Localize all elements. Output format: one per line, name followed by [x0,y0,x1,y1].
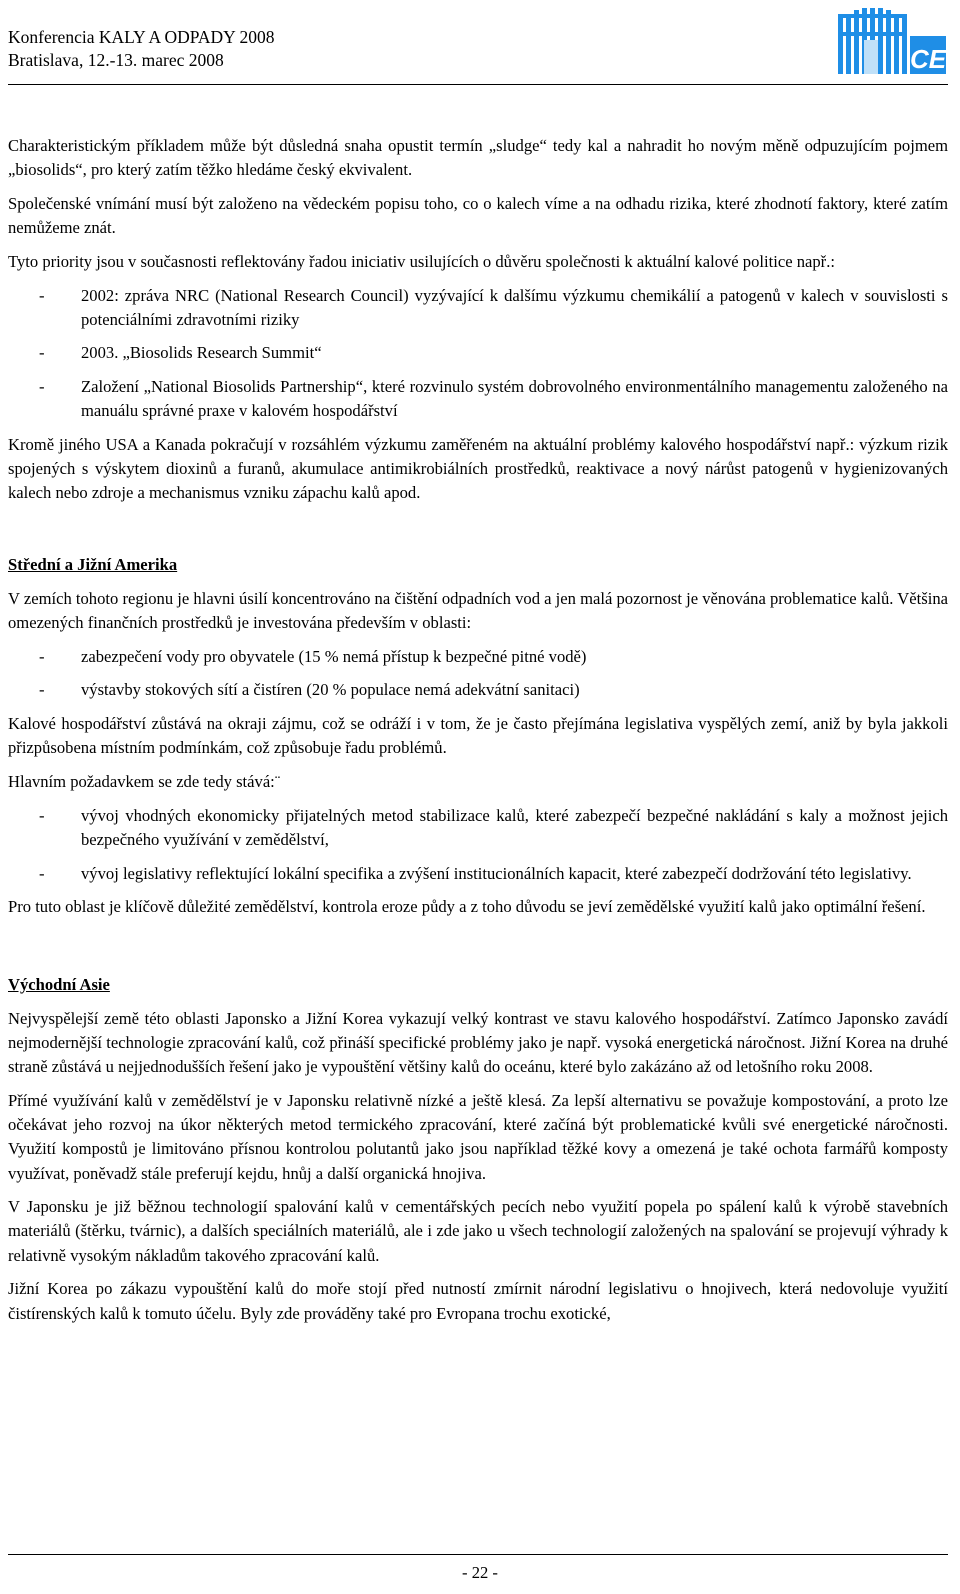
paragraph: Charakteristickým příkladem může být důsledná snaha opustit termín „sludge“ tedy kal a nahradit ho novým měně odpuzujícím pojmem „biosolids“, pro který zatím těžko hledáme český ekvivalent. [8,136,948,180]
list-dash: - [39,863,45,883]
list-dash: - [39,646,45,666]
header-divider [8,84,948,85]
paragraph: Hlavním požadavkem se zde tedy stává:¨ [8,772,281,792]
list-dash: - [39,285,45,305]
paragraph: Kalové hospodářství zůstává na okraji zájmu, což se odráží i v tom, že je často přejímána legislativa vyspělých zemí, aniž by byla jakkoli přizpůsobena místním podmínkám, což způsobuje řadu problémů. [8,714,948,758]
list-item [8,341,948,365]
ace-logo [836,6,948,76]
list-item-text: vývoj legislativy reflektující lokální specifika a zvýšení institucionálních kapacit, které zabezpečí dodržování této legislativy. [81,863,912,883]
section-heading-latam: Střední a Jižní Amerika [8,555,178,575]
paragraph: Nejvyspělejší země této oblasti Japonsko a Jižní Korea vykazují velký kontrast ve stavu kalového hospodářství. Zatímco Japonsko zavádí nejmodernější technologie zpracování kalů, což přináší specifické problémy jako je např. vysoká energetická náročnost. Jižní Korea na druhé straně zůstává u nejjednodušších řešení jako je vypouštění většiny kalů do oceánu, které bylo zakázáno až od letošního roku 2008. [8,1008,948,1077]
list-item-text: 2002: zpráva NRC (National Research Council) vyzývající k dalšímu výzkumu chemikálií a patogenů v kalech v souvislosti s potenciálními zdravotními riziky [81,285,948,329]
list-item-text: Založení „National Biosolids Partnership“, které rozvinulo systém dobrovolného environmentálního managementu založeného na manuálu správné praxe v kalovém hospodářství [81,377,948,421]
paragraph: V zemích tohoto regionu je hlavni úsilí koncentrováno na čištění odpadních vod a jen malá pozornost je věnována problematice kalů. Většina omezených finančních prostředků je investována především v oblasti: [8,588,948,633]
list-item-text: vývoj vhodných ekonomicky přijatelných metod stabilizace kalů, které zabezpečí bezpečné nakládání s kaly a možnost jejich bezpečného využívání v zemědělství, [81,805,948,849]
list-item [8,678,948,702]
svg-text:CE: CE [909,44,947,74]
document-body [8,134,948,1335]
list-item-text: 2003. „Biosolids Research Summit“ [81,343,322,363]
paragraph: Společenské vnímání musí být založeno na vědeckém popisu toho, co o kalech víme a na odhadu rizika, které zhodnotí faktory, které zatím nemůžeme znát. [8,193,948,238]
paragraph: Přímé využívání kalů v zemědělství je v Japonsku relativně nízké a ještě klesá. Za lepší alternativu se považuje kompostování, a proto lze očekávat jeho rozvoj na úkor některých metod termického zpracování, které začíná být problematické kvůli své energetické náročnosti. Využití kompostů je limitováno přísnou kontrolou polutantů jako jsou například těžké kovy a omezená je také ochota farmářů komposty využívat, poněvadž stále preferují kejdu, hnůj a další organická hnojiva. [8,1090,948,1183]
paragraph: Jižní Korea po zákazu vypouštění kalů do moře stojí před nutností zmírnit národní legislativu o hnojivech, která nedovoluje využití čistírenských kalů k tomuto účelu. Byly zde prováděny také pro Evropana trochu exotické, [8,1279,948,1323]
list-item [8,862,948,886]
paragraph: Kromě jiného USA a Kanada pokračují v rozsáhlém výzkumu zaměřeném na aktuální problémy kalového hospodářství např.: výzkum rizik spojených s výskytem dioxinů a furanů, akumulace antimikrobiálních prostředků, reaktivace a nový nárůst patogenů v hygienizovaných kalech nebo zdroje a mechanismus vzniku zápachu kalů apod. [8,435,948,503]
list-item-text: zabezpečení vody pro obyvatele (15 % nemá přístup k bezpečné pitné vodě) [81,646,587,666]
paragraph: Tyto priority jsou v současnosti reflektovány řadou iniciativ usilujících o důvěru společnosti k aktuální kalové politice např.: [8,251,835,271]
conference-title: Konferencia KALY A ODPADY 2008 [8,27,275,47]
list-dash: - [39,377,45,397]
section-heading-asia: Východní Asie [8,975,110,995]
list-dash: - [39,805,45,825]
conference-date-place: Bratislava, 12.-13. marec 2008 [8,50,224,70]
list-item-text: výstavby stokových sítí a čistíren (20 % populace nemá adekvátní sanitaci) [81,680,580,700]
list-item [8,804,948,852]
list-item [8,375,948,423]
list-item [8,645,948,669]
footer-divider [8,1554,948,1555]
list-item [8,284,948,332]
paragraph: Pro tuto oblast je klíčově důležité zemědělství, kontrola eroze půdy a z toho důvodu se jeví zemědělské využití kalů jako optimální řešení. [8,897,926,917]
page-number: - 22 - [462,1563,498,1582]
list-dash: - [39,680,45,700]
conference-header [8,26,275,72]
list-dash: - [39,343,45,363]
paragraph: V Japonsku je již běžnou technologií spalování kalů v cementářských pecích nebo využití popela po spálení kalů k výrobě stavebních materiálů (štěrku, tvárnic), a dalších speciálních materiálů, ale i zde jako u všech technologií založených na spalování se projevují výhrady k relativně vysokým nákladům takového zpracování kalů. [8,1197,948,1265]
